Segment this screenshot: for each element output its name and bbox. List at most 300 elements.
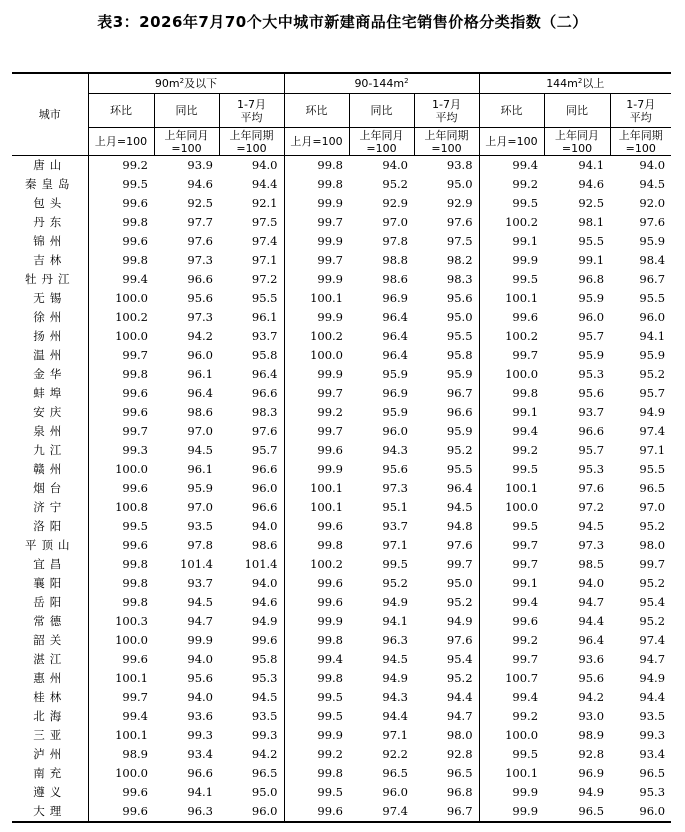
index-value: 94.3 [382,690,408,704]
index-value: 95.2 [414,593,479,612]
index-value: 95.5 [639,291,666,305]
index-value: 95.3 [578,367,605,381]
index-value: 93.6 [187,709,213,723]
index-value: 99.8 [122,367,148,381]
index-value: 99.7 [414,555,479,574]
index-value: 94.4 [219,175,284,194]
base-header-huanbi: 上月=100 [284,128,349,156]
index-value: 99.8 [317,538,343,552]
index-value: 92.5 [187,196,213,210]
city-name: 徐州 [12,308,88,327]
index-value: 96.6 [187,272,213,286]
index-value: 99.6 [122,196,148,210]
index-value: 100.3 [115,614,148,628]
index-value: 100.2 [310,557,343,571]
city-name: 大理 [12,802,88,822]
index-value: 94.2 [187,329,213,343]
index-value: 96.9 [382,291,408,305]
table-row [12,650,671,669]
index-value: 96.1 [187,462,213,476]
index-value: 99.5 [512,519,539,533]
index-value: 97.1 [639,443,666,457]
index-value: 94.8 [414,517,479,536]
city-name: 湛江 [12,650,88,669]
table-row [12,346,671,365]
index-value: 99.6 [317,519,343,533]
index-value: 95.2 [382,576,408,590]
index-value: 97.1 [219,251,284,270]
index-value: 100.2 [505,329,539,343]
index-value: 99.3 [187,728,213,742]
index-value: 99.6 [317,443,343,457]
index-value: 99.2 [512,633,539,647]
table-row [12,802,671,822]
index-value: 96.0 [219,802,284,822]
city-name: 岳阳 [12,593,88,612]
base-header-huanbi: 上月=100 [479,128,544,156]
index-value: 95.4 [639,595,666,609]
index-value: 99.2 [122,158,148,172]
index-value: 94.5 [639,177,666,191]
index-value: 96.4 [414,479,479,498]
index-value: 99.7 [317,386,343,400]
index-value: 99.1 [512,405,539,419]
index-value: 93.7 [382,519,408,533]
city-name: 锦州 [12,232,88,251]
table-row [12,175,671,194]
city-name: 温州 [12,346,88,365]
sub-header-tongbi: 同比 [349,94,414,128]
index-value: 97.8 [187,538,213,552]
index-value: 99.6 [512,614,539,628]
index-value: 95.3 [219,669,284,688]
index-value: 99.2 [317,405,343,419]
index-value: 94.6 [578,177,605,191]
index-value: 94.0 [187,690,213,704]
index-value: 97.3 [187,310,213,324]
base-header-tongbi: 上年同月 =100 [154,128,219,156]
index-value: 94.1 [187,785,213,799]
table-row [12,745,671,764]
index-value: 100.0 [115,766,148,780]
index-value: 96.0 [219,479,284,498]
index-value: 100.0 [115,462,148,476]
index-value: 100.1 [505,481,539,495]
table-row [12,156,671,176]
index-value: 99.5 [512,462,539,476]
index-value: 93.7 [187,576,213,590]
index-value: 95.7 [639,386,666,400]
city-name: 烟台 [12,479,88,498]
index-value: 99.9 [317,728,343,742]
index-value: 95.9 [414,365,479,384]
group-header-90-144: $90-144m^2$ [284,73,479,94]
index-value: 99.6 [317,595,343,609]
index-value: 99.5 [122,177,148,191]
table-row [12,669,671,688]
index-value: 96.3 [154,802,219,822]
index-value: 99.6 [317,576,343,590]
index-value: 95.1 [382,500,408,514]
table-row [12,764,671,783]
index-value: 99.9 [317,310,343,324]
index-value: 94.5 [578,519,605,533]
index-value: 97.5 [414,232,479,251]
index-value: 99.4 [122,272,148,286]
index-value: 95.6 [578,386,605,400]
index-value: 99.4 [512,158,539,172]
index-value: 95.2 [639,576,666,590]
table-row [12,232,671,251]
price-index-table [12,72,671,823]
table-row [12,194,671,213]
city-name: 吉林 [12,251,88,270]
city-name: 无锡 [12,289,88,308]
index-value: 95.5 [414,327,479,346]
index-value: 92.9 [414,194,479,213]
city-name: 扬州 [12,327,88,346]
group-header-90-and-below: $90m^2$及以下 [88,73,284,94]
index-value: 94.9 [219,612,284,631]
index-value: 98.9 [578,728,605,742]
table-row [12,365,671,384]
index-value: 99.8 [317,671,343,685]
index-value: 93.4 [187,747,213,761]
index-value: 100.7 [505,671,539,685]
sub-header-huanbi: 环比 [479,94,544,128]
index-value: 96.4 [187,386,213,400]
index-value: 98.6 [187,405,213,419]
index-value: 100.0 [115,633,148,647]
index-value: 97.1 [382,538,408,552]
index-value: 98.4 [639,253,666,267]
index-value: 96.4 [578,633,605,647]
table-row [12,726,671,745]
index-value: 94.9 [382,595,408,609]
index-value: 99.4 [317,652,343,666]
index-value: 96.0 [610,802,671,822]
index-value: 93.9 [187,158,213,172]
index-value: 95.7 [578,443,605,457]
index-value: 97.6 [414,536,479,555]
table-row [12,308,671,327]
table-row [12,422,671,441]
index-value: 99.5 [512,196,539,210]
index-value: 94.9 [578,785,605,799]
index-value: 99.3 [219,726,284,745]
index-value: 99.9 [317,196,343,210]
index-value: 94.5 [219,688,284,707]
index-value: 99.7 [317,424,343,438]
index-value: 94.7 [187,614,213,628]
index-value: 96.7 [414,384,479,403]
index-value: 94.4 [414,688,479,707]
index-value: 93.4 [639,747,666,761]
base-header-huanbi: 上月=100 [88,128,154,156]
base-header-ytd: 上年同期 =100 [414,128,479,156]
index-value: 99.6 [88,802,154,822]
sub-header-huanbi: 环比 [284,94,349,128]
index-value: 99.8 [317,177,343,191]
index-value: 100.0 [115,291,148,305]
index-value: 99.6 [122,785,148,799]
index-value: 92.2 [382,747,408,761]
table-row [12,327,671,346]
index-value: 99.6 [122,538,148,552]
index-value: 95.9 [578,348,605,362]
index-value: 99.5 [317,690,343,704]
index-value: 95.6 [187,291,213,305]
index-value: 100.1 [505,766,539,780]
index-value: 98.9 [122,747,148,761]
index-value: 99.9 [317,614,343,628]
index-value: 100.0 [505,367,539,381]
index-value: 95.6 [382,462,408,476]
index-value: 100.0 [505,728,539,742]
index-value: 95.6 [414,289,479,308]
index-value: 99.2 [317,747,343,761]
index-value: 97.4 [639,633,666,647]
city-name: 惠州 [12,669,88,688]
index-value: 99.8 [317,633,343,647]
index-value: 99.4 [512,424,539,438]
index-value: 93.6 [578,652,605,666]
table-row [12,593,671,612]
index-value: 99.7 [317,253,343,267]
index-value: 94.0 [639,158,666,172]
index-value: 97.6 [414,631,479,650]
index-value: 99.7 [512,557,539,571]
index-value: 99.4 [512,690,539,704]
index-value: 96.4 [219,365,284,384]
index-value: 97.2 [578,500,605,514]
index-value: 95.9 [382,405,408,419]
index-value: 97.3 [382,481,408,495]
index-value: 99.6 [122,234,148,248]
index-value: 97.0 [187,424,213,438]
table-row [12,213,671,232]
index-value: 94.0 [187,652,213,666]
index-value: 93.7 [578,405,605,419]
index-value: 100.2 [115,310,148,324]
index-value: 92.0 [639,196,666,210]
index-value: 99.2 [512,709,539,723]
index-value: 96.8 [578,272,605,286]
index-value: 96.5 [639,766,666,780]
city-name: 济宁 [12,498,88,517]
table-row [12,289,671,308]
city-name: 北海 [12,707,88,726]
index-value: 99.6 [122,481,148,495]
index-value: 96.5 [414,764,479,783]
city-name: 金华 [12,365,88,384]
city-name: 秦皇岛 [12,175,88,194]
index-value: 95.3 [578,462,605,476]
table-row [12,631,671,650]
index-value: 95.4 [414,650,479,669]
index-value: 94.4 [578,614,605,628]
base-header-ytd: 上年同期 =100 [219,128,284,156]
index-value: 95.6 [578,671,605,685]
index-value: 99.5 [317,785,343,799]
index-value: 94.9 [639,671,666,685]
city-name: 包头 [12,194,88,213]
index-value: 92.5 [578,196,605,210]
index-value: 99.9 [317,367,343,381]
index-value: 100.1 [310,291,343,305]
city-name: 洛阳 [12,517,88,536]
table-row [12,707,671,726]
index-value: 92.1 [219,194,284,213]
index-value: 99.9 [479,802,544,822]
index-value: 100.0 [505,500,539,514]
index-value: 99.7 [122,424,148,438]
index-value: 94.9 [639,405,666,419]
index-value: 95.0 [414,308,479,327]
index-value: 99.8 [512,386,539,400]
index-value: 94.0 [219,156,284,176]
index-value: 94.1 [639,329,666,343]
index-value: 94.6 [187,177,213,191]
index-value: 96.4 [382,329,408,343]
index-value: 96.6 [187,766,213,780]
index-value: 94.6 [219,593,284,612]
table-row [12,688,671,707]
index-value: 95.2 [639,519,666,533]
index-value: 97.2 [219,270,284,289]
index-value: 95.8 [219,650,284,669]
base-header-ytd: 上年同期 =100 [610,128,671,156]
index-value: 95.9 [382,367,408,381]
index-value: 94.0 [382,158,408,172]
index-value: 96.6 [414,403,479,422]
index-value: 99.4 [122,709,148,723]
index-value: 99.6 [122,386,148,400]
index-value: 95.2 [382,177,408,191]
index-value: 92.8 [578,747,605,761]
city-name: 南充 [12,764,88,783]
index-value: 94.4 [382,709,408,723]
index-value: 95.0 [414,175,479,194]
table-row [12,403,671,422]
index-value: 99.9 [317,462,343,476]
index-value: 98.3 [219,403,284,422]
index-value: 99.7 [639,557,666,571]
index-value: 94.9 [414,612,479,631]
index-value: 95.9 [639,234,666,248]
index-value: 99.3 [122,443,148,457]
index-value: 99.8 [317,766,343,780]
table-row [12,517,671,536]
index-value: 99.6 [219,631,284,650]
index-value: 99.8 [317,158,343,172]
index-value: 100.1 [115,671,148,685]
index-value: 96.9 [578,766,605,780]
index-value: 94.1 [578,158,605,172]
sub-header-huanbi: 环比 [88,94,154,128]
index-value: 99.6 [122,405,148,419]
page-title: 表3：2026年7月70个大中城市新建商品住宅销售价格分类指数（二） [97,13,588,31]
index-value: 95.8 [219,346,284,365]
index-value: 93.8 [414,156,479,176]
index-value: 99.8 [122,595,148,609]
index-value: 95.0 [414,574,479,593]
index-value: 96.4 [382,348,408,362]
index-value: 97.8 [382,234,408,248]
index-value: 95.3 [639,785,666,799]
index-value: 99.8 [122,215,148,229]
index-value: 96.0 [382,424,408,438]
index-value: 99.5 [382,557,408,571]
index-value: 97.4 [349,802,414,822]
base-header-tongbi: 上年同月 =100 [349,128,414,156]
index-value: 99.1 [578,253,605,267]
city-name: 襄阳 [12,574,88,593]
index-value: 99.1 [512,234,539,248]
index-value: 99.8 [122,253,148,267]
index-value: 99.2 [512,177,539,191]
index-value: 97.6 [187,234,213,248]
city-name: 安庆 [12,403,88,422]
index-value: 96.1 [219,308,284,327]
city-name: 遵义 [12,783,88,802]
index-value: 93.0 [578,709,605,723]
index-value: 96.0 [578,310,605,324]
city-name: 蚌埠 [12,384,88,403]
index-value: 94.0 [578,576,605,590]
index-value: 99.2 [512,443,539,457]
index-value: 99.9 [512,785,539,799]
index-value: 95.5 [414,460,479,479]
index-value: 95.9 [578,291,605,305]
index-value: 97.6 [639,215,666,229]
index-value: 94.2 [578,690,605,704]
index-value: 99.8 [122,557,148,571]
index-value: 98.6 [382,272,408,286]
city-name: 常德 [12,612,88,631]
index-value: 94.0 [219,574,284,593]
index-value: 94.7 [414,707,479,726]
index-value: 92.8 [414,745,479,764]
index-value: 96.3 [382,633,408,647]
index-value: 95.7 [219,441,284,460]
city-name: 韶关 [12,631,88,650]
index-value: 99.9 [317,234,343,248]
index-value: 100.0 [310,348,343,362]
index-value: 101.4 [219,555,284,574]
table-row [12,251,671,270]
table-row [12,270,671,289]
index-value: 98.6 [219,536,284,555]
base-header-tongbi: 上年同月 =100 [544,128,610,156]
city-name: 九江 [12,441,88,460]
index-value: 93.5 [639,709,666,723]
index-value: 95.2 [639,367,666,381]
city-name: 三亚 [12,726,88,745]
index-value: 99.7 [122,348,148,362]
sub-header-ytd: 1-7月 平均 [414,94,479,128]
city-name: 泸州 [12,745,88,764]
index-value: 97.1 [382,728,408,742]
index-value: 93.5 [219,707,284,726]
table-row [12,536,671,555]
index-value: 94.3 [382,443,408,457]
index-value: 92.9 [382,196,408,210]
index-value: 96.7 [414,802,479,822]
index-value: 98.0 [639,538,666,552]
index-value: 98.1 [578,215,605,229]
index-value: 99.6 [512,310,539,324]
